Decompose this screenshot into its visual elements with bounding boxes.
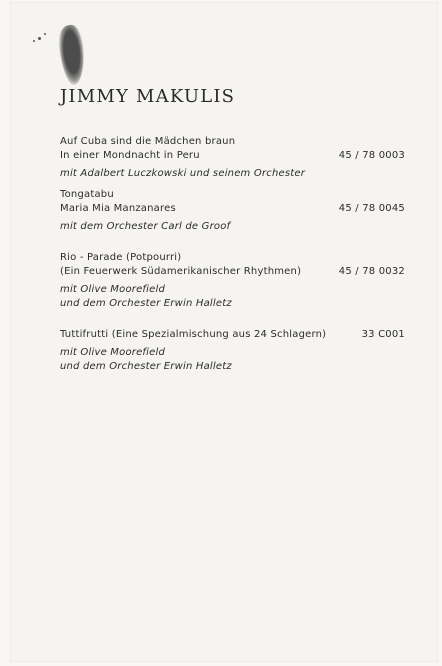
song-title: (Ein Feuerwerk Südamerikanischer Rhythmen) <box>60 266 302 277</box>
record-entry <box>60 328 405 374</box>
song-title: Auf Cuba sind die Mädchen braun <box>60 136 236 147</box>
credit-line: mit dem Orchester Carl de Groof <box>60 221 231 232</box>
catalog-number: 45 / 78 0045 <box>338 203 405 214</box>
song-title: In einer Mondnacht in Peru <box>60 150 200 161</box>
ink-speck <box>33 40 35 42</box>
credit-line: mit Adalbert Luczkowski und seinem Orchester <box>60 168 306 179</box>
artist-title: JIMMY MAKULIS <box>60 86 236 107</box>
song-title: Maria Mia Manzanares <box>60 203 176 214</box>
song-title: Rio - Parade (Potpourri) <box>60 252 182 263</box>
song-title: Tongatabu <box>60 189 114 200</box>
catalog-number: 45 / 78 0032 <box>338 266 405 277</box>
credit-line: mit Olive Moorefield <box>60 284 166 295</box>
catalog-number: 33 C001 <box>361 329 405 340</box>
credit-line: und dem Orchester Erwin Halletz <box>60 361 232 372</box>
song-title: Tuttifrutti (Eine Spezialmischung aus 24 Schlagern) <box>60 329 327 340</box>
ink-speck <box>44 33 46 35</box>
record-entry <box>60 188 405 234</box>
catalog-number: 45 / 78 0003 <box>338 150 405 161</box>
credit-line: mit Olive Moorefield <box>60 347 166 358</box>
record-entry <box>60 251 405 311</box>
record-entry <box>60 135 405 181</box>
credit-line: und dem Orchester Erwin Halletz <box>60 298 232 309</box>
ink-speck <box>38 37 41 40</box>
